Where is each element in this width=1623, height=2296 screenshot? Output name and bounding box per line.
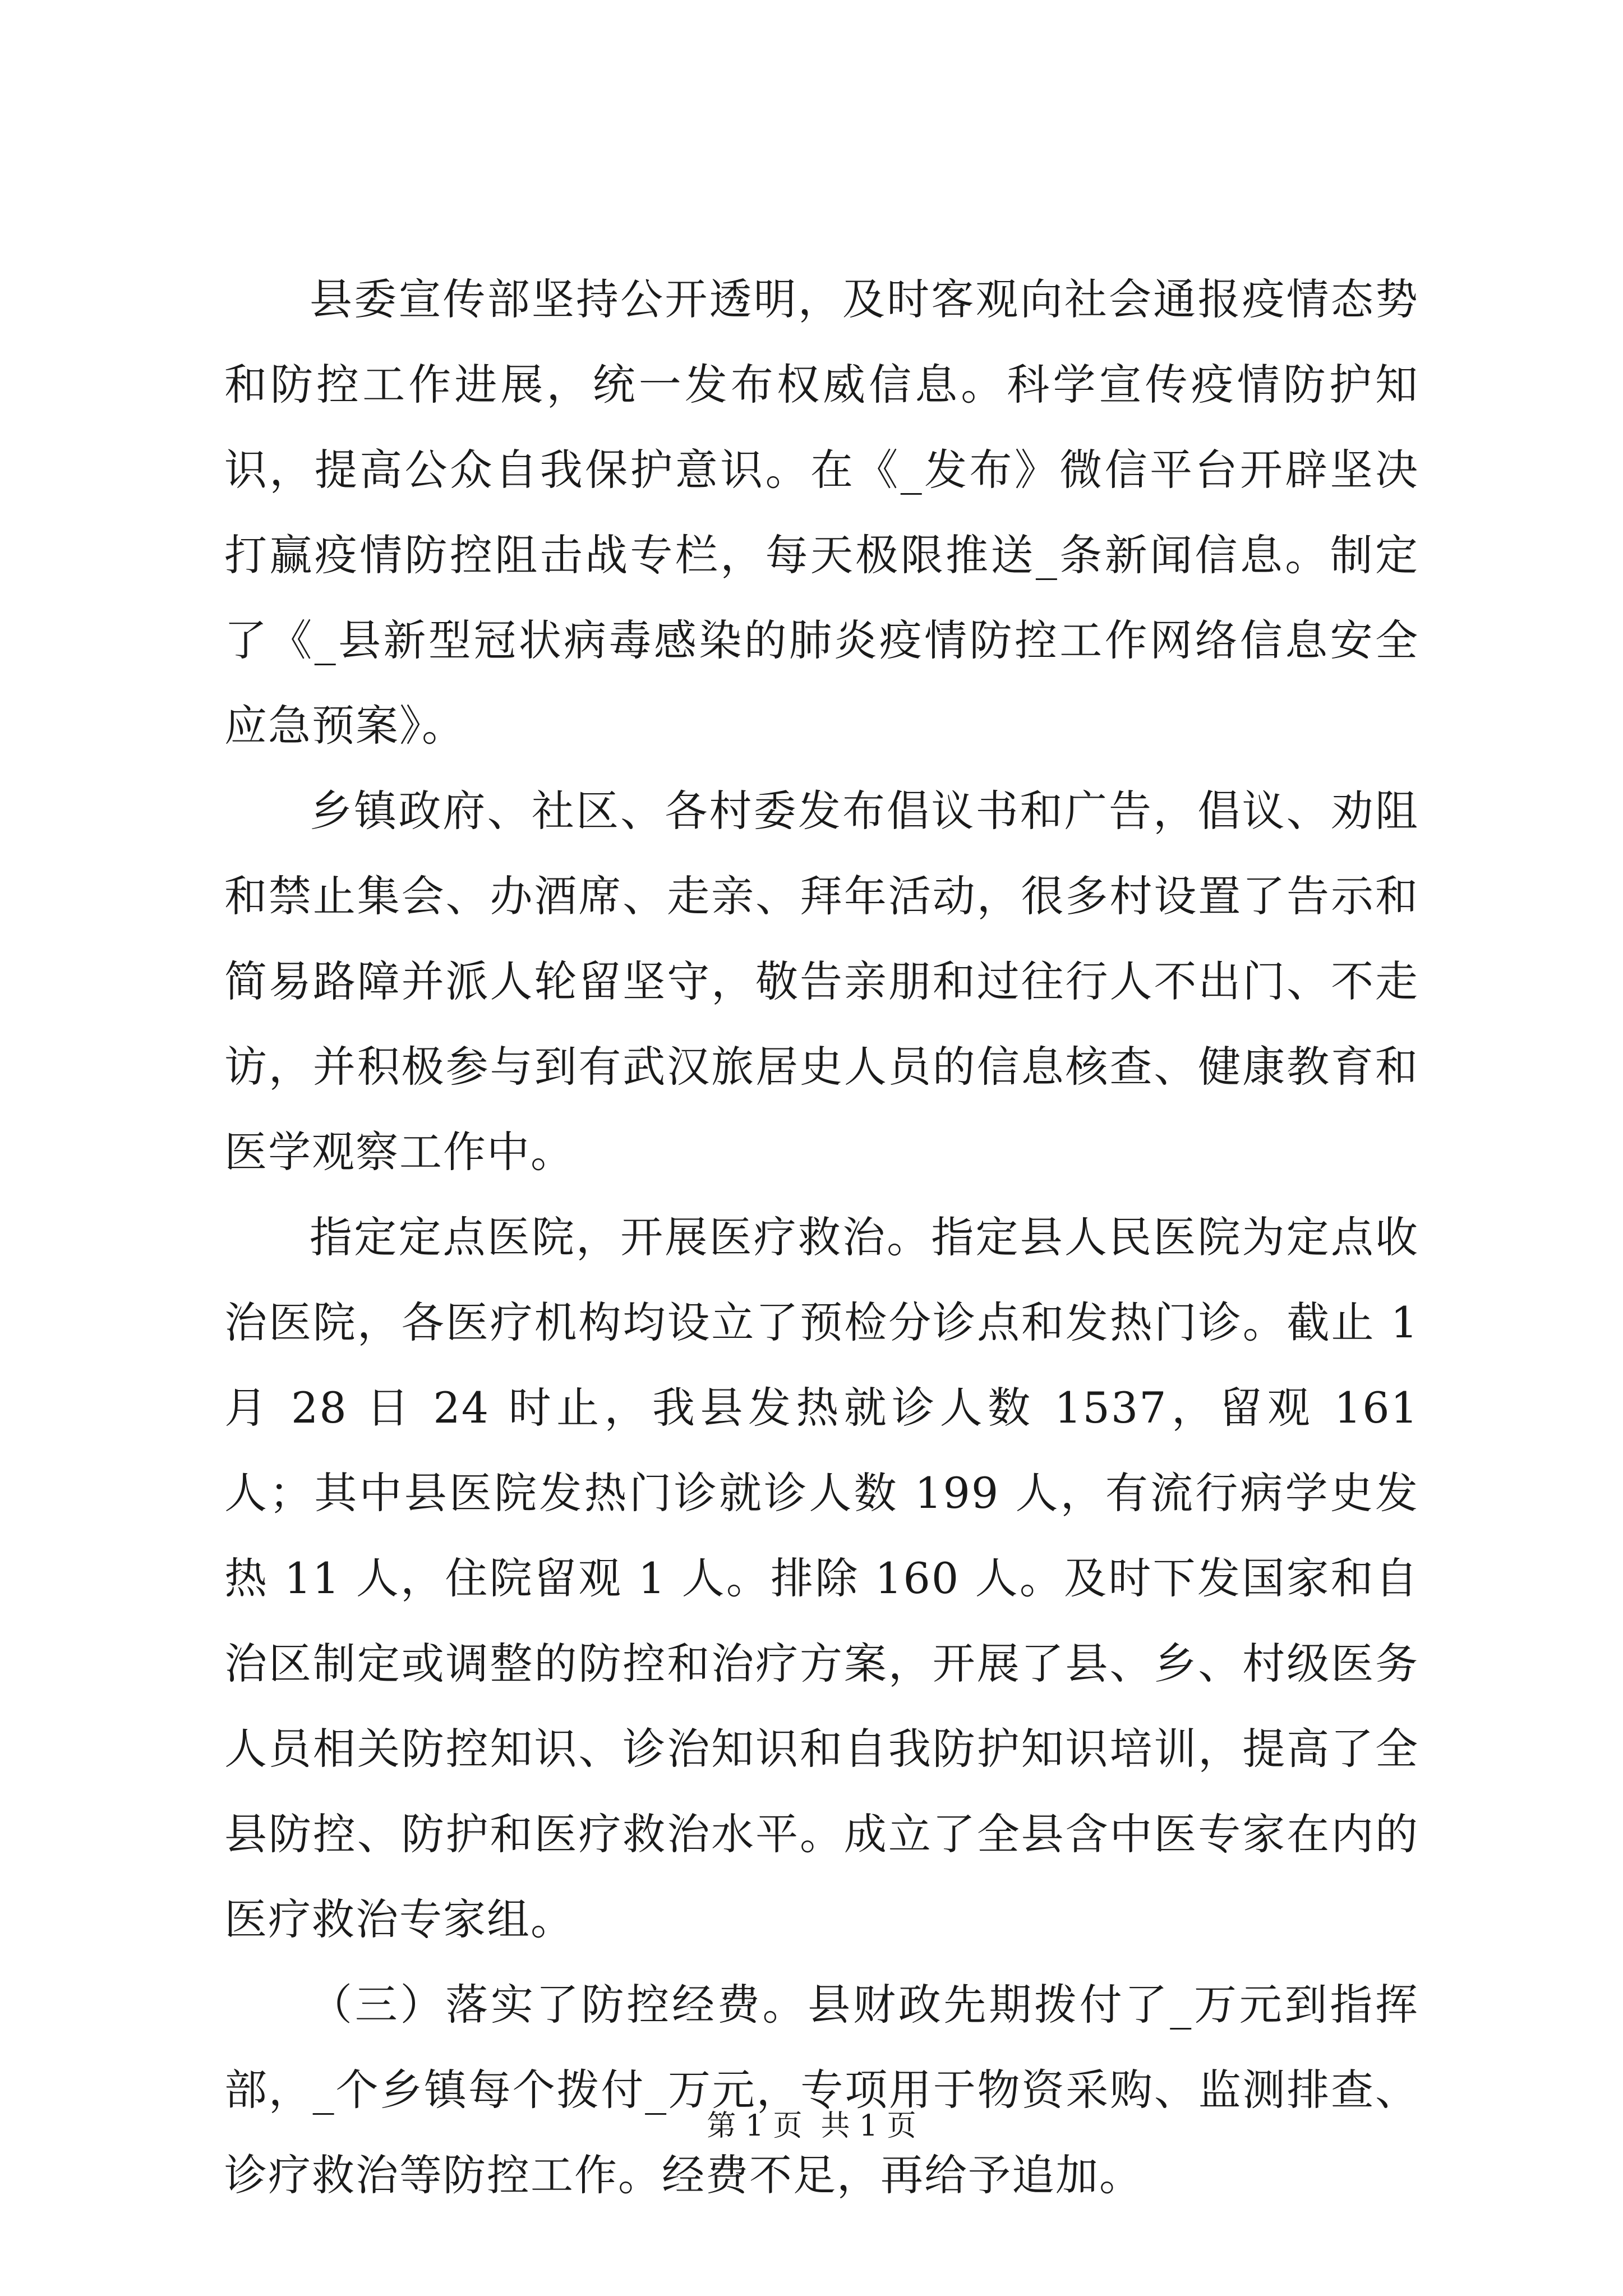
page-footer	[0, 2106, 1623, 2146]
paragraph-funding: （三）落实了防控经费。县财政先期拨付了_万元到指挥部，_个乡镇每个拨付_万元，专项用于物资采购、监测排查、诊疗救治等防控工作。经费不足，再给予追加。	[224, 1980, 1419, 2200]
paragraph-publicity: 县委宣传部坚持公开透明，及时客观向社会通报疫情态势和防控工作进展，统一发布权威信息。科学宣传疫情防护知识，提高公众自我保护意识。在《_发布》微信平台开辟坚决打赢疫情防控阻击战专栏，每天极限推送_条新闻信息。制定了《_县新型冠状病毒感染的肺炎疫情防控工作网络信息安全应急预案》。	[224, 274, 1419, 751]
page-number-label: 第 1 页 共 1 页	[707, 2109, 916, 2143]
document-body	[224, 257, 1419, 2218]
paragraph-township: 乡镇政府、社区、各村委发布倡议书和广告，倡议、劝阻和禁止集会、办酒席、走亲、拜年活动，很多村设置了告示和简易路障并派人轮留坚守，敬告亲朋和过往行人不出门、不走访，并积极参与到有武汉旅居史人员的信息核查、健康教育和医学观察工作中。	[224, 786, 1419, 1177]
paragraph-medical-treatment: 指定定点医院，开展医疗救治。指定县人民医院为定点收治医院，各医疗机构均设立了预检分诊点和发热门诊。截止 1 月 28 日 24 时止，我县发热就诊人数 1537，留观 161 人；其中县医院发热门诊就诊人数 199 人，有流行病学史发热 11 人，住院留观 1 人。排除 160 人。及时下发国家和自治区制定或调整的防控和治疗方案，开展了县、乡、村级医务人员相关防控知识、诊治知识和自我防护知识培训，提高了全县防控、防护和医疗救治水平。成立了全县含中医专家在内的医疗救治专家组。	[224, 1212, 1419, 1944]
